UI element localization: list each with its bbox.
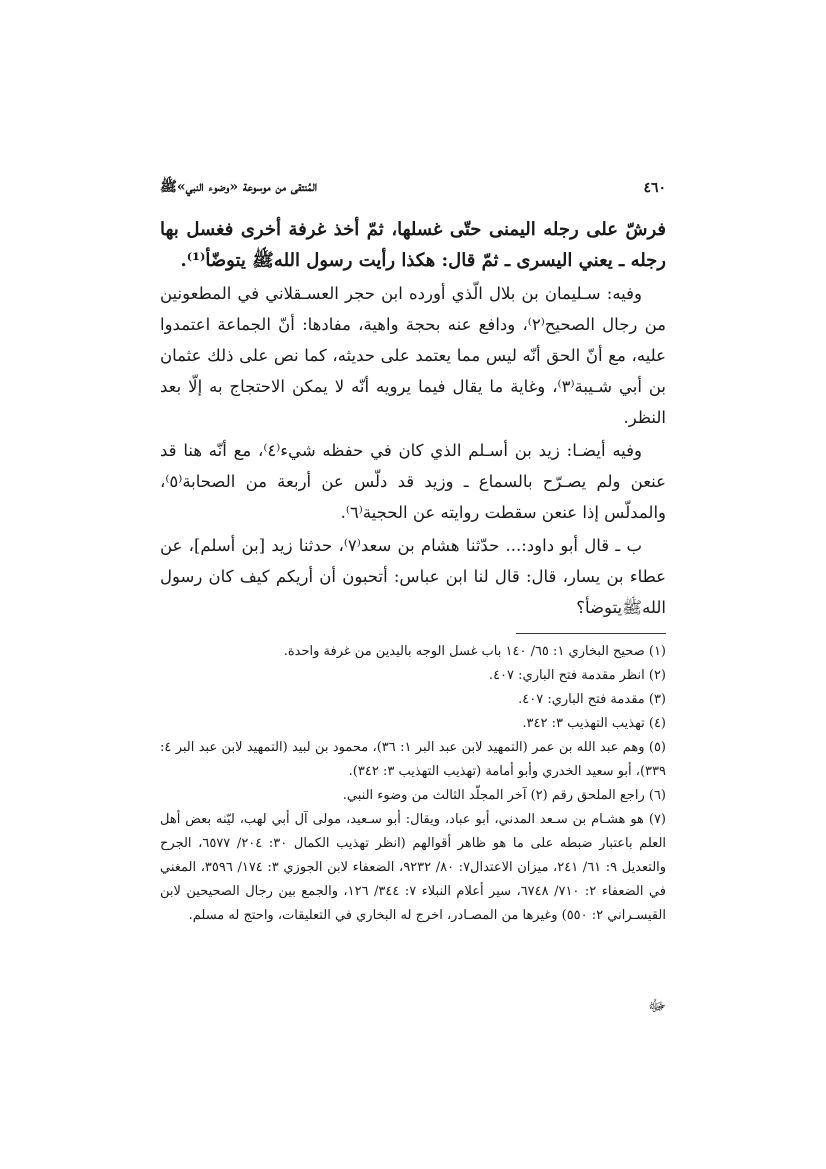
paragraph-continuation: فرشّ على رجله اليمنى حتّى غسلها، ثمّ أخذ غرفة أخرى فغسل بها رجله ـ يعني اليسرى ـ ثمّ قال: هكذا رأيت رسول اللهﷺ يتوضّأ⁽¹⁾. (160, 219, 666, 271)
footnote-5: (٥) وهم عبد الله بن عمر (التمهيد لابن عبد البر ١: ٣٦)، محمود بن لبيد (التمهيد لابن عبد البر ٤: ٣٣٩)، أبو سعيد الخدري وأبو أمامة (تهذيب التهذيب ٣: ٣٤٢). (160, 740, 666, 779)
footnotes (160, 640, 666, 928)
footnote-3: (٣) مقدمة فتح الباري: ٤٠٧. (518, 692, 666, 707)
paragraph-zayd: وفيه أيضـا: زيد بن أسـلم الذي كان في حفظه شيء⁽٤⁾، مع أنّه هنا قد عنعن ولم يصـرّح بالسماع ـ وزيد قد دلّس عن أربعة من الصحابة⁽٥⁾، والمدلّس إذا عنعن سقطت روايته عن الحجية⁽٦⁾. (160, 441, 666, 522)
footnote-7: (٧) هو هشـام بن سـعد المدني، أبو عباد، ويقال: أبو سـعيد، مولى آل أبي لهب، ليّنه بعض أهل العلم باعتبار ضبطه على ما هو ظاهر أقوالهم (انظر تهذيب الكمال ٣٠: ٢٠٤/ ٦٥٧٧، الجرح والتعديل ٩: ٦١/ ٢٤١، ميزان الاعتدال٧: ٨٠/ ٩٢٣٢، الضعفاء لابن الجوزي ٣: ١٧٤/ ٣٥٩٦، المغني في الضعفاء ٢: ٧١٠/ ٦٧٤٨، سير أعلام النبلاء ٧: ٣٤٤/ ١٢٦، والجمع بين رجال الصحيحين لابن القيسـراني ٢: ٥٥٠) وغيرها من المصـادر، اخرج له البخاري في التعليقات، واحتج له مسلم. (160, 812, 667, 923)
running-title: المُنتقى من موسوعة «وضوء النبي»ﷺ (160, 179, 318, 195)
footnote-6: (٦) راجع الملحق رقم (٢) آخر المجلّد الثالث من وضوء النبي. (342, 788, 666, 803)
footnote-divider (516, 633, 666, 634)
ornament-icon: ﷻ (647, 996, 666, 1015)
paragraph-abu-dawud: ب ـ قال أبو داود:... حدّثنا هشام بن سعد⁽٧⁾، حدثنا زيد [بن أسلم]، عن عطاء بن يسار، قال: قال لنا ابن عباس: أتحبون أن أريكم كيف كان رسول اللهﷺيتوضأ؟ (160, 536, 666, 617)
main-text (160, 214, 666, 623)
page-number: ٤٦٠ (643, 180, 666, 196)
book-page (160, 176, 666, 1076)
footnote-1: (١) صحيح البخاري ١: ٦٥/ ١٤٠ باب غسل الوجه باليدين من غرفة واحدة. (283, 644, 666, 659)
footnote-2: (٢) انظر مقدمة فتح الباري: ٤٠٧. (488, 668, 666, 683)
page-header (160, 176, 666, 200)
paragraph-sulayman: وفيه: سـليمان بن بلال الّذي أورده ابن حجر العسـقلاني في المطعونين من رجال الصحيح⁽٢⁾، ودافع عنه بحجة واهية، مفادها: أنّ الجماعة اعتمدوا عليه، مع أنّ الحق أنّه ليس مما يعتمد على حديثه، كما نص على ذلك عثمان بن أبي شـيبة⁽٣⁾، وغاية ما يقال فيما يرويه أنّه لا يمكن الاحتجاج به إلّا بعد النظر. (160, 284, 667, 427)
footnote-4: (٤) تهذيب التهذيب ٣: ٣٤٢. (522, 716, 666, 731)
